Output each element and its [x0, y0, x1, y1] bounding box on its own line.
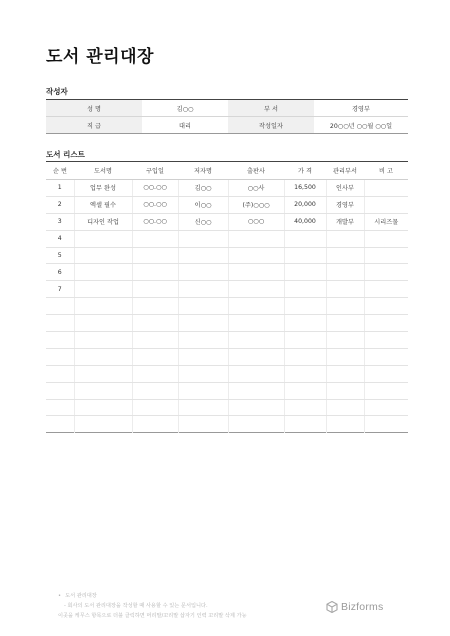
table-cell[interactable]: [284, 416, 326, 433]
table-row: [46, 382, 408, 399]
table-cell[interactable]: ○○○: [228, 213, 284, 230]
table-cell[interactable]: [364, 281, 408, 298]
footer-line: 이곳을 케무스 항목으로 더블 클릭하면 머리말/꼬리말 삽자기 인력 꼬리말 삭제 가능: [58, 613, 247, 619]
table-cell[interactable]: [132, 298, 178, 315]
table-row: [46, 230, 408, 247]
table-cell[interactable]: [132, 264, 178, 281]
table-cell[interactable]: [228, 247, 284, 264]
table-cell[interactable]: [364, 196, 408, 213]
writer-row: [46, 100, 408, 117]
table-cell[interactable]: [364, 382, 408, 399]
table-cell[interactable]: 6: [46, 264, 74, 281]
table-cell[interactable]: 40,000: [284, 213, 326, 230]
table-cell[interactable]: [364, 315, 408, 332]
table-cell[interactable]: 16,500: [284, 180, 326, 197]
column-header: 비 고: [364, 162, 408, 180]
table-row: [46, 416, 408, 433]
table-cell[interactable]: [46, 332, 74, 349]
table-cell[interactable]: [74, 416, 132, 433]
table-cell[interactable]: [364, 298, 408, 315]
table-row: [46, 365, 408, 382]
footer-bullet: •: [58, 593, 62, 599]
table-cell[interactable]: [364, 365, 408, 382]
table-cell[interactable]: [228, 416, 284, 433]
table-cell[interactable]: 엑셀 필수: [74, 196, 132, 213]
page-title: 도서 관리대장: [46, 47, 154, 67]
column-header: 관리부서: [326, 162, 364, 180]
table-row: [46, 399, 408, 416]
table-cell[interactable]: [228, 230, 284, 247]
table-cell[interactable]: [326, 332, 364, 349]
department-value[interactable]: 경영부: [314, 100, 408, 117]
table-cell[interactable]: [178, 298, 228, 315]
column-header: 구입일: [132, 162, 178, 180]
column-header: 저자명: [178, 162, 228, 180]
table-cell[interactable]: 신○○: [178, 213, 228, 230]
table-row: [46, 298, 408, 315]
table-cell[interactable]: 이○○: [178, 196, 228, 213]
column-header: 순 번: [46, 162, 74, 180]
bizforms-logo-icon: [326, 601, 338, 613]
position-label: 직 급: [46, 117, 142, 134]
table-row: [46, 281, 408, 298]
table-cell[interactable]: [284, 399, 326, 416]
table-cell[interactable]: [74, 247, 132, 264]
table-cell[interactable]: [132, 416, 178, 433]
table-cell[interactable]: [178, 332, 228, 349]
table-cell[interactable]: [284, 382, 326, 399]
table-cell[interactable]: [326, 416, 364, 433]
date-value[interactable]: 20○○년 ○○월 ○○일: [314, 117, 408, 134]
table-cell[interactable]: [178, 382, 228, 399]
table-cell[interactable]: [46, 298, 74, 315]
table-cell[interactable]: [284, 365, 326, 382]
table-cell[interactable]: 2: [46, 196, 74, 213]
table-cell[interactable]: [326, 315, 364, 332]
table-cell[interactable]: [132, 399, 178, 416]
table-cell[interactable]: [178, 315, 228, 332]
table-row: [46, 332, 408, 349]
table-cell[interactable]: ○○.○○: [132, 180, 178, 197]
table-cell[interactable]: 업무 완성: [74, 180, 132, 197]
column-header: 도서명: [74, 162, 132, 180]
table-cell[interactable]: [178, 281, 228, 298]
table-row: [46, 180, 408, 197]
table-cell[interactable]: [74, 230, 132, 247]
table-cell[interactable]: [132, 230, 178, 247]
table-cell[interactable]: [326, 365, 364, 382]
table-cell[interactable]: [46, 315, 74, 332]
table-cell[interactable]: [326, 247, 364, 264]
table-cell[interactable]: [364, 180, 408, 197]
brand-name: Bizforms: [341, 601, 384, 613]
table-cell[interactable]: 7: [46, 281, 74, 298]
writer-row: [46, 117, 408, 134]
table-cell[interactable]: ○○.○○: [132, 196, 178, 213]
footer-title: 도서 관리대장: [65, 593, 97, 599]
name-label: 성 명: [46, 100, 142, 117]
date-label: 작성일자: [228, 117, 314, 134]
table-cell[interactable]: [132, 315, 178, 332]
table-cell[interactable]: [74, 382, 132, 399]
table-cell[interactable]: 디자인 작업: [74, 213, 132, 230]
table-cell[interactable]: [178, 365, 228, 382]
table-cell[interactable]: [364, 247, 408, 264]
table-cell[interactable]: [74, 281, 132, 298]
table-cell[interactable]: [364, 230, 408, 247]
table-cell[interactable]: [74, 298, 132, 315]
table-cell[interactable]: [364, 348, 408, 365]
footer-note: [58, 591, 247, 621]
table-cell[interactable]: [284, 247, 326, 264]
table-cell[interactable]: 개발부: [326, 213, 364, 230]
table-cell[interactable]: [326, 230, 364, 247]
table-cell[interactable]: 김○○: [178, 180, 228, 197]
writer-table: [46, 99, 408, 134]
table-cell[interactable]: [228, 382, 284, 399]
table-cell[interactable]: [284, 348, 326, 365]
table-cell[interactable]: [132, 332, 178, 349]
table-row: [46, 247, 408, 264]
table-row: [46, 348, 408, 365]
table-header-row: [46, 162, 408, 180]
table-cell[interactable]: [326, 399, 364, 416]
writer-section-heading: 작성자: [46, 87, 68, 96]
brand-logo: [326, 601, 383, 613]
table-cell[interactable]: [74, 332, 132, 349]
table-row: [46, 196, 408, 213]
table-cell[interactable]: [74, 315, 132, 332]
table-cell[interactable]: 경영부: [326, 196, 364, 213]
table-cell[interactable]: [364, 416, 408, 433]
table-cell[interactable]: ○○사: [228, 180, 284, 197]
name-value[interactable]: 김○○: [142, 100, 228, 117]
table-cell[interactable]: [178, 348, 228, 365]
table-cell[interactable]: [364, 399, 408, 416]
table-cell[interactable]: 1: [46, 180, 74, 197]
table-cell[interactable]: [326, 264, 364, 281]
table-cell[interactable]: [132, 365, 178, 382]
table-cell[interactable]: [46, 416, 74, 433]
table-cell[interactable]: [132, 247, 178, 264]
table-row: [46, 315, 408, 332]
table-cell[interactable]: ○○.○○: [132, 213, 178, 230]
column-header: 가 격: [284, 162, 326, 180]
position-value[interactable]: 대리: [142, 117, 228, 134]
column-header: 출판사: [228, 162, 284, 180]
table-cell[interactable]: [284, 315, 326, 332]
table-cell[interactable]: [326, 382, 364, 399]
table-cell[interactable]: [132, 281, 178, 298]
book-list-table: [46, 161, 408, 433]
footer-line: - 회사의 도서 관리대장을 작성할 때 사용할 수 있는 문서입니다.: [64, 603, 208, 609]
table-cell[interactable]: [178, 247, 228, 264]
table-cell[interactable]: [228, 264, 284, 281]
table-cell[interactable]: [46, 399, 74, 416]
table-cell[interactable]: [132, 348, 178, 365]
table-cell[interactable]: [228, 315, 284, 332]
table-cell[interactable]: [46, 365, 74, 382]
table-cell[interactable]: [228, 332, 284, 349]
table-cell[interactable]: [228, 298, 284, 315]
table-cell[interactable]: [228, 281, 284, 298]
table-cell[interactable]: [364, 264, 408, 281]
table-cell[interactable]: [284, 281, 326, 298]
table-cell[interactable]: 20,000: [284, 196, 326, 213]
table-cell[interactable]: [284, 264, 326, 281]
table-cell[interactable]: [178, 399, 228, 416]
table-cell[interactable]: [284, 298, 326, 315]
table-cell[interactable]: [178, 230, 228, 247]
table-cell[interactable]: [74, 264, 132, 281]
table-cell[interactable]: [228, 348, 284, 365]
table-cell[interactable]: [284, 230, 326, 247]
table-cell[interactable]: [284, 332, 326, 349]
table-cell[interactable]: 시리즈물: [364, 213, 408, 230]
table-cell[interactable]: [46, 382, 74, 399]
table-cell[interactable]: [364, 332, 408, 349]
table-cell[interactable]: [74, 399, 132, 416]
table-cell[interactable]: 3: [46, 213, 74, 230]
book-section-heading: 도서 리스트: [46, 150, 85, 159]
table-cell[interactable]: [74, 348, 132, 365]
table-cell[interactable]: [326, 298, 364, 315]
table-cell[interactable]: [132, 382, 178, 399]
table-cell[interactable]: 5: [46, 247, 74, 264]
department-label: 부 서: [228, 100, 314, 117]
table-cell[interactable]: [228, 399, 284, 416]
table-cell[interactable]: [228, 365, 284, 382]
table-cell[interactable]: 인사부: [326, 180, 364, 197]
table-cell[interactable]: 4: [46, 230, 74, 247]
table-cell[interactable]: [326, 281, 364, 298]
table-cell[interactable]: [178, 264, 228, 281]
table-cell[interactable]: [74, 365, 132, 382]
table-row: [46, 264, 408, 281]
table-cell[interactable]: (주)○○○: [228, 196, 284, 213]
table-cell[interactable]: [326, 348, 364, 365]
table-row: [46, 213, 408, 230]
table-cell[interactable]: [178, 416, 228, 433]
table-cell[interactable]: [46, 348, 74, 365]
